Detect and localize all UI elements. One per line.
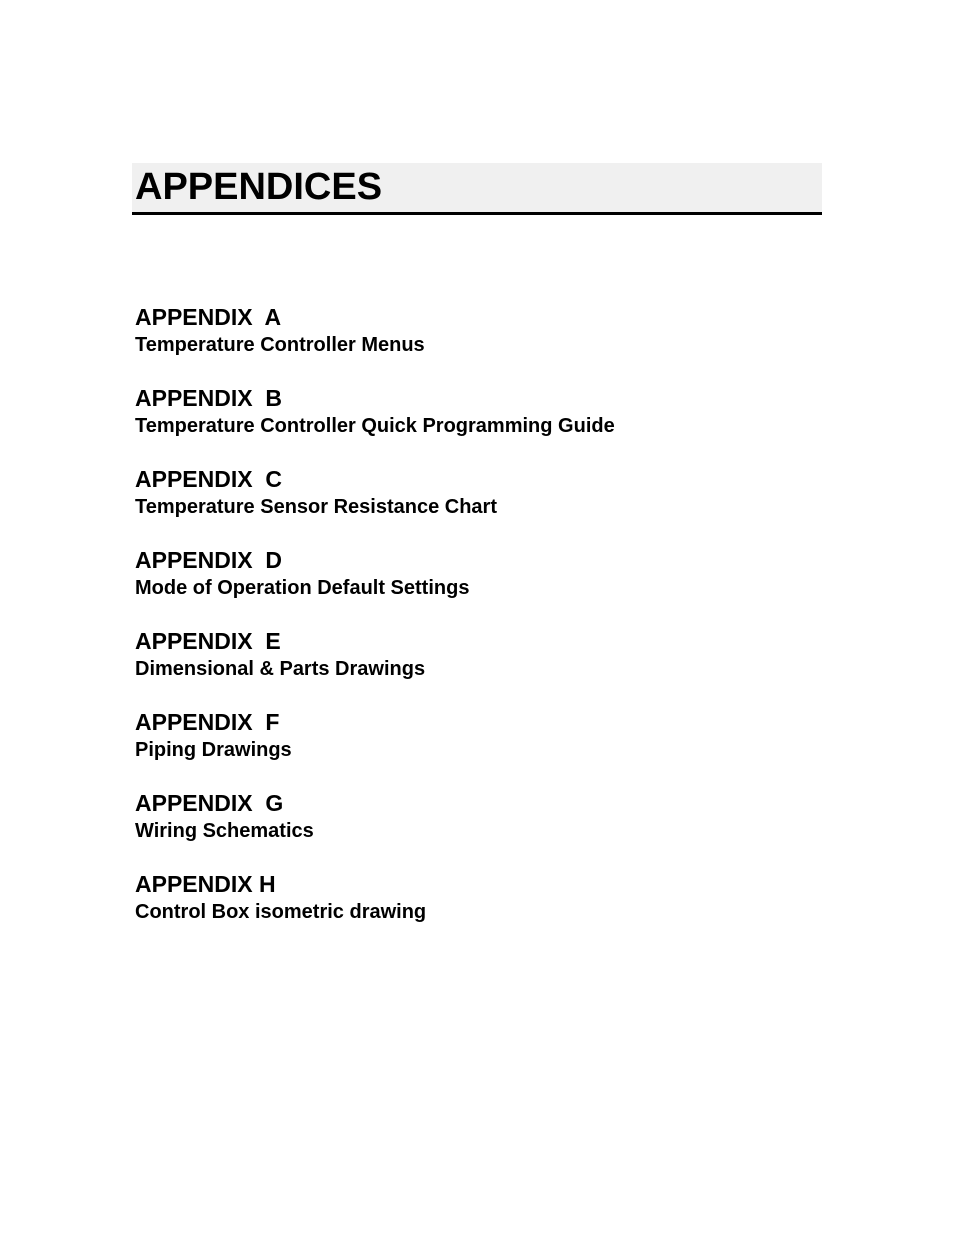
appendix-title: Control Box isometric drawing: [135, 901, 427, 923]
appendix-title: Temperature Controller Menus: [135, 334, 425, 356]
appendix-label: APPENDIX D: [135, 547, 282, 573]
page-heading-band: [132, 163, 822, 215]
appendix-label: APPENDIX E: [135, 628, 281, 654]
appendix-label: APPENDIX A: [135, 304, 282, 330]
appendix-label: APPENDIX C: [135, 466, 282, 492]
appendix-item-f: [135, 708, 825, 789]
appendix-item-g: [135, 789, 825, 870]
appendix-item-d: [135, 546, 825, 627]
appendix-item-c: [135, 465, 825, 546]
appendix-title: Mode of Operation Default Settings: [135, 577, 470, 599]
appendix-label: APPENDIX B: [135, 385, 282, 411]
appendix-title: Temperature Controller Quick Programming Guide: [135, 415, 615, 437]
appendix-item-b: [135, 384, 825, 465]
appendix-label: APPENDIX G: [135, 790, 284, 816]
appendix-title: Piping Drawings: [135, 739, 292, 761]
page-title: APPENDICES: [135, 166, 383, 208]
appendix-title: Temperature Sensor Resistance Chart: [135, 496, 497, 518]
appendix-label: APPENDIX H: [135, 871, 276, 897]
appendix-item-h: [135, 870, 825, 951]
appendix-title: Dimensional & Parts Drawings: [135, 658, 426, 680]
appendix-label: APPENDIX F: [135, 709, 280, 735]
appendix-item-e: [135, 627, 825, 708]
appendix-item-a: [135, 303, 825, 384]
appendix-list: [135, 303, 825, 951]
appendix-title: Wiring Schematics: [135, 820, 314, 842]
